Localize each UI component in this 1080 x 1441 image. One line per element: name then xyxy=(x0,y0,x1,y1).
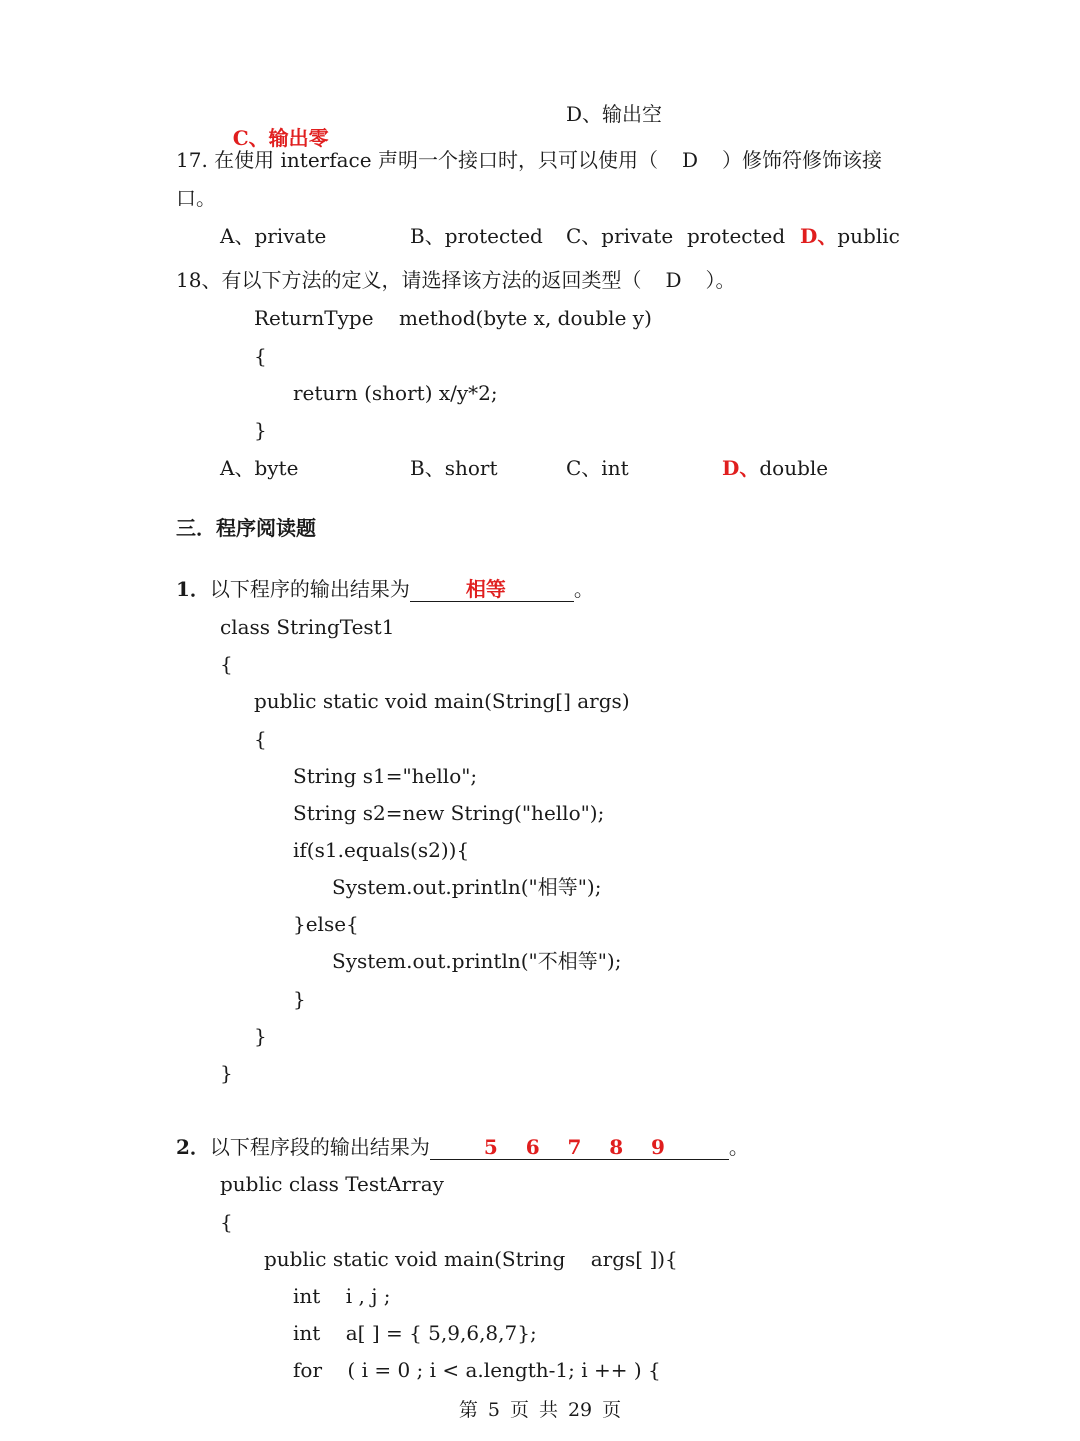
p1-answer: 相等 xyxy=(465,577,506,601)
q17-option-b: B、protected xyxy=(410,224,543,248)
p1-code-line: } xyxy=(220,1061,233,1085)
p1-code-line: } xyxy=(293,987,306,1011)
q18-option-c: C、int xyxy=(566,456,629,480)
p2-code-line: int a[ ] = { 5,9,6,8,7}; xyxy=(293,1321,537,1345)
p1-code-line: } xyxy=(254,1024,267,1048)
q18-option-a: A、byte xyxy=(220,456,299,480)
q17-stem xyxy=(176,148,882,172)
q17-stem-cont: 口。 xyxy=(176,186,216,210)
p2-code-line: for ( i = 0 ; i < a.length-1; i ++ ) { xyxy=(293,1358,661,1382)
footer-pre: 第 xyxy=(458,1399,478,1421)
p1-code-line: { xyxy=(254,727,267,751)
q17-option-a: A、private xyxy=(220,224,327,248)
p1-code-line: }else{ xyxy=(293,912,359,936)
footer-page-number: 5 xyxy=(487,1399,500,1421)
page-footer xyxy=(0,1398,1080,1422)
footer-mid1: 页 xyxy=(509,1399,529,1421)
p1-code-line: if(s1.equals(s2)){ xyxy=(293,838,470,862)
q18-option-b: B、short xyxy=(410,456,498,480)
footer-mid2: 共 xyxy=(538,1399,558,1421)
p1-prompt: 以下程序的输出结果为 xyxy=(209,577,410,601)
p2-end: 。 xyxy=(728,1135,749,1159)
option-c-prev xyxy=(220,102,329,150)
p1-stem xyxy=(176,577,594,602)
p2-code-line: int i , j ; xyxy=(293,1284,391,1308)
p1-number: 1． xyxy=(176,577,210,601)
p2-stem xyxy=(176,1135,749,1160)
p1-code-line: String s1="hello"; xyxy=(293,764,478,788)
p2-number: 2． xyxy=(176,1135,210,1159)
q18-code-line: { xyxy=(254,344,267,368)
q17-option-c: C、private xyxy=(566,224,674,248)
p2-answer-blank xyxy=(430,1135,729,1160)
p1-end: 。 xyxy=(573,577,594,601)
q17-option-d-mark: D、 xyxy=(800,224,838,248)
p1-code-line: class StringTest1 xyxy=(220,615,395,639)
q17-answer: D xyxy=(681,148,698,172)
option-d-prev: D、输出空 xyxy=(566,102,663,126)
q18-text1: 18、有以下方法的定义，请选择该方法的返回类型（ xyxy=(176,268,642,292)
q17-option-d xyxy=(800,224,900,248)
q18-code-line: ReturnType method(byte x, double y) xyxy=(254,306,652,330)
p2-answer: 5 6 7 8 9 xyxy=(483,1135,665,1159)
q18-option-d xyxy=(722,456,828,480)
footer-post: 页 xyxy=(602,1399,622,1421)
q18-text2: ）。 xyxy=(705,268,736,292)
p2-prompt: 以下程序段的输出结果为 xyxy=(209,1135,430,1159)
q17-option-c-extra: protected xyxy=(687,224,786,248)
option-c-prev-text: C、输出零 xyxy=(232,126,329,150)
q18-option-d-mark: D、 xyxy=(722,456,760,480)
footer-total-pages: 29 xyxy=(567,1399,593,1421)
q18-stem xyxy=(176,268,736,292)
q17-text1: 17. 在使用 interface 声明一个接口时，只可以使用（ xyxy=(176,148,658,172)
p1-code-line: System.out.println("相等"); xyxy=(332,875,602,899)
p1-answer-blank xyxy=(410,577,574,602)
p1-code-line: { xyxy=(220,652,233,676)
q17-option-d-text: public xyxy=(837,224,900,248)
p1-code-line: System.out.println("不相等"); xyxy=(332,949,622,973)
q18-code-line: } xyxy=(254,418,267,442)
p1-code-line: public static void main(String[] args) xyxy=(254,689,630,713)
p2-code-line: public class TestArray xyxy=(220,1172,444,1196)
q18-code-line: return (short) x/y*2; xyxy=(293,381,498,405)
section-title: 三．程序阅读题 xyxy=(176,516,316,540)
q18-answer: D xyxy=(665,268,682,292)
q18-option-d-text: double xyxy=(759,456,829,480)
p1-code-line: String s2=new String("hello"); xyxy=(293,801,605,825)
p2-code-line: { xyxy=(220,1210,233,1234)
q17-text2: ）修饰符修饰该接 xyxy=(722,148,882,172)
p2-code-line: public static void main(String args[ ]){ xyxy=(264,1247,678,1271)
